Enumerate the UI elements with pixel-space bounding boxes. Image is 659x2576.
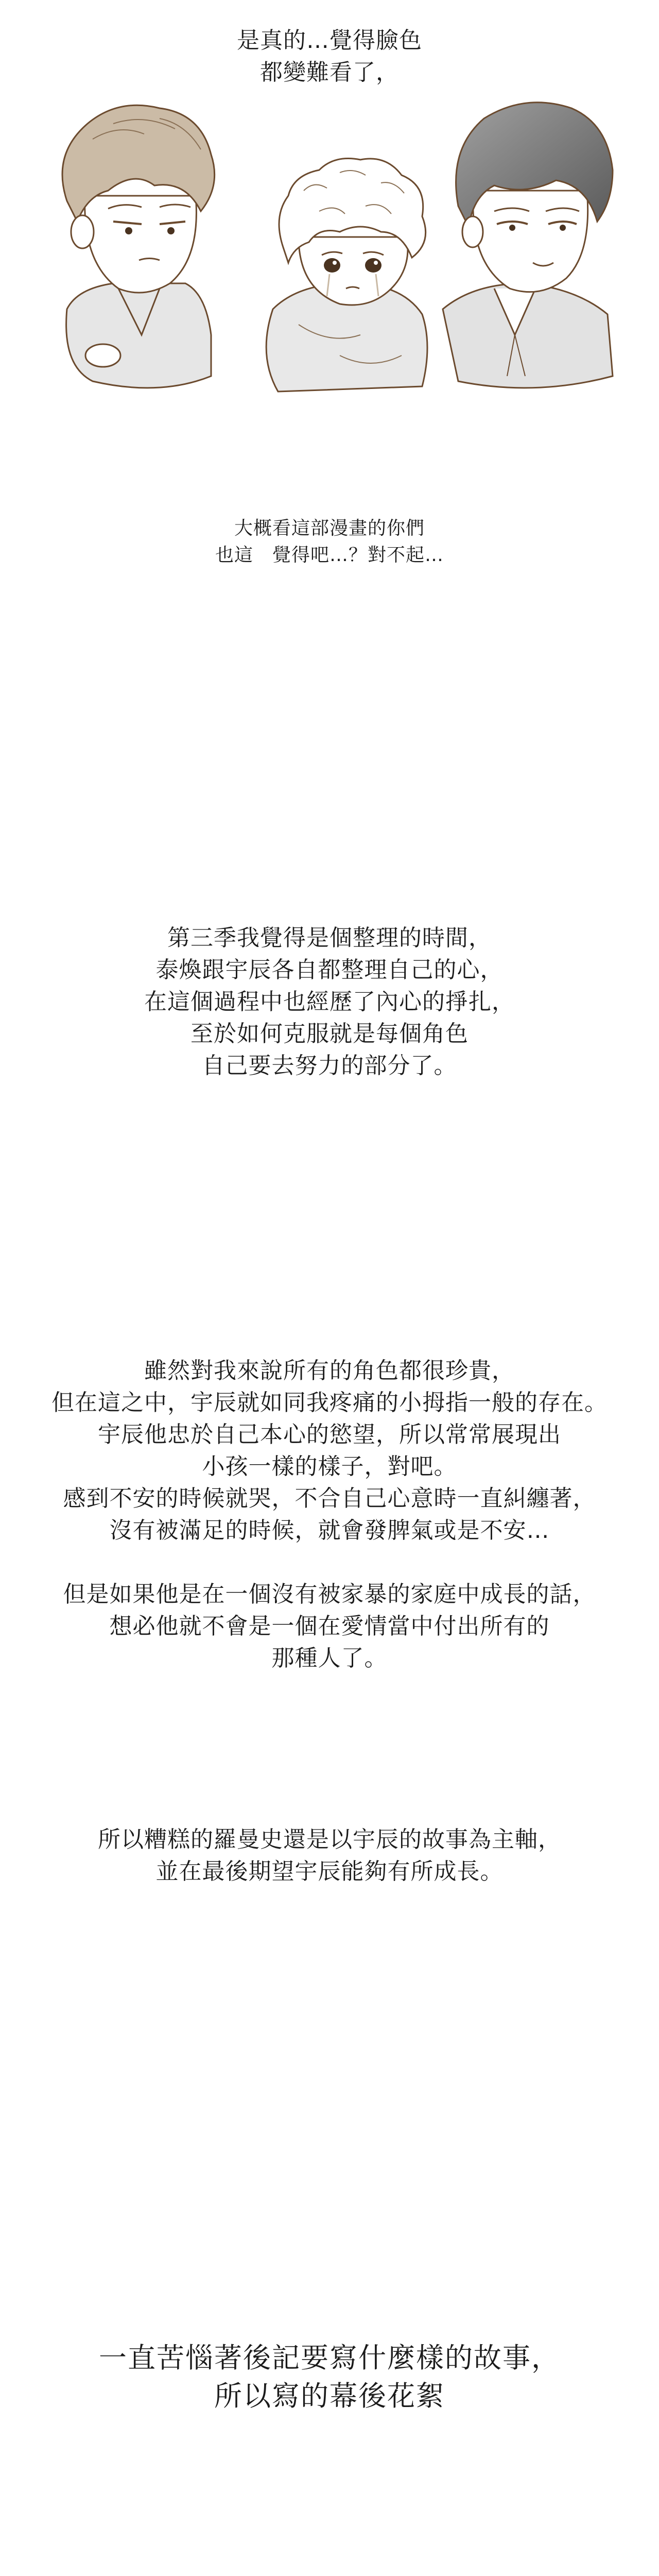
paragraph-line: 在這個過程中也經歷了內心的掙扎， [144,989,515,1015]
top-caption-line: 是真的…覺得臉色 [237,27,422,54]
right-character [443,103,613,388]
apology-caption-line: 也這 覺得吧…？對不起… [215,545,444,566]
apology-caption [0,515,659,569]
paragraph-line: 感到不安的時候就哭，不合自己心意時一直糾纏著， [63,1485,596,1512]
paragraph-line: 並在最後期望宇辰能夠有所成長。 [155,1858,504,1885]
paragraph-line: 至於如何克服就是每個角色 [190,1021,469,1047]
ending-caption-line: 一直苦惱著後記要寫什麼樣的故事， [99,2342,560,2374]
left-character [62,105,215,388]
paragraph-line: 想必他就不會是一個在愛情當中付出所有的 [109,1613,550,1639]
paragraph-line: 但在這之中，宇辰就如同我疼痛的小拇指一般的存在。 [51,1389,608,1416]
paragraph-line: 宇辰他忠於自己本心的慾望，所以常常展現出 [98,1421,561,1448]
paragraph-line: 第三季我覺得是個整理的時間， [167,925,492,951]
paragraph-line: 沒有被滿足的時候，就會發脾氣或是不安… [109,1517,550,1544]
ending-caption-line: 所以寫的幕後花絮 [214,2380,445,2412]
paragraph-line: 泰煥跟宇辰各自都整理自己的心， [155,957,504,983]
middle-character [266,159,427,392]
paragraph-line: 但是如果他是在一個沒有被家暴的家庭中成長的話， [63,1581,596,1607]
characters-paragraph [0,1355,659,1674]
ending-caption [0,2339,659,2415]
season-paragraph [0,922,659,1082]
paragraph-line: 小孩一樣的樣子，對吧。 [202,1453,457,1480]
apology-caption-line: 大概看這部漫畫的你們 [234,518,425,539]
paragraph-spacer [0,1547,659,1579]
paragraph-line: 自己要去努力的部分了。 [202,1053,457,1079]
paragraph-line: 雖然對我來說所有的角色都很珍貴， [144,1358,515,1384]
three-characters-illustration [31,67,628,397]
focus-paragraph [0,1824,659,1888]
top-caption-line: 都變難看了， [260,59,399,86]
paragraph-line: 那種人了。 [271,1645,388,1671]
paragraph-line: 所以糟糕的羅曼史還是以宇辰的故事為主軸， [98,1826,561,1853]
